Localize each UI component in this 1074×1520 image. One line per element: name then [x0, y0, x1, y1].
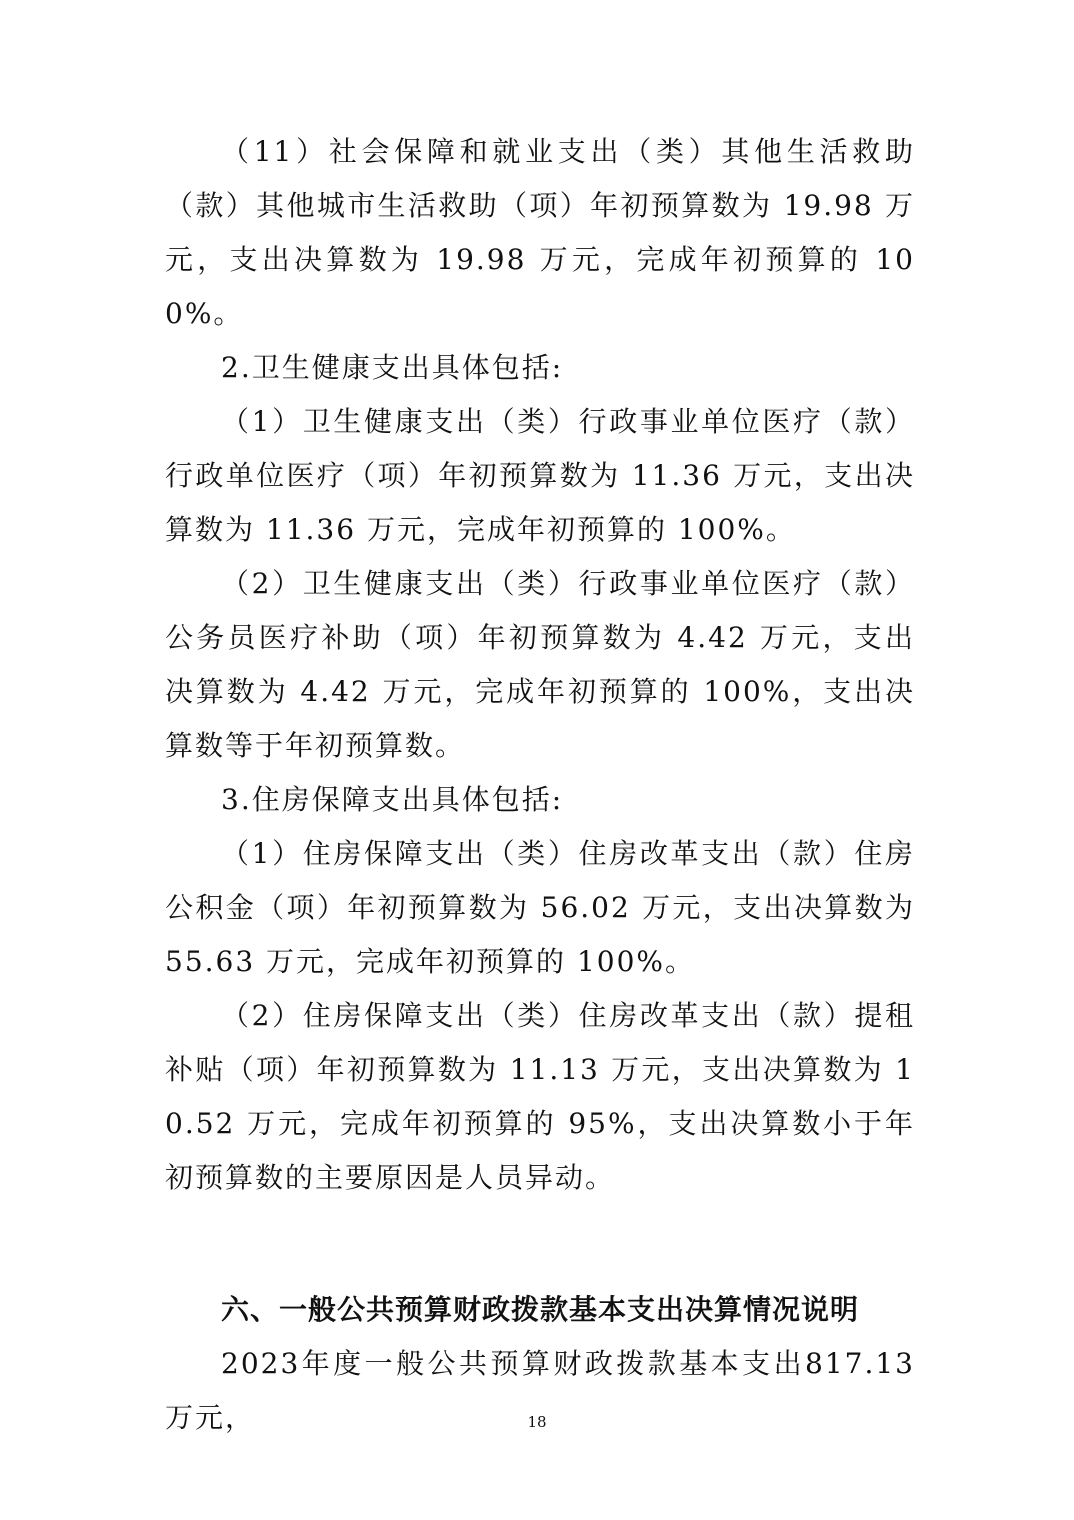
section-heading: 六、一般公共预算财政拨款基本支出决算情况说明 — [221, 1293, 860, 1326]
paragraph-housing-item-1: （1）住房保障支出（类）住房改革支出（款）住房公积金（项）年初预算数为 56.02 万元，支出决算数为 55.63 万元，完成年初预算的 100%。 — [165, 837, 915, 978]
paragraph-basic-expenditure: 2023年度一般公共预算财政拨款基本支出817.13万元， — [165, 1347, 915, 1434]
paragraph-social-security-item-11: （11）社会保障和就业支出（类）其他生活救助（款）其他城市生活救助（项）年初预算数为 19.98 万元，支出决算数为 19.98 万元，完成年初预算的 100%。 — [165, 135, 915, 330]
page-content — [165, 125, 915, 1445]
paragraph-housing-heading: 3.住房保障支出具体包括: — [221, 783, 564, 816]
section-spacer — [165, 1205, 915, 1283]
page-number: 18 — [527, 1413, 547, 1431]
paragraph-health-heading: 2.卫生健康支出具体包括: — [221, 351, 564, 384]
paragraph-health-item-2: （2）卫生健康支出（类）行政事业单位医疗（款）公务员医疗补助（项）年初预算数为 4.42 万元，支出决算数为 4.42 万元，完成年初预算的 100%，支出决算数等于年初预算数。 — [165, 567, 915, 762]
paragraph-health-item-1: （1）卫生健康支出（类）行政事业单位医疗（款）行政单位医疗（项）年初预算数为 11.36 万元，支出决算数为 11.36 万元，完成年初预算的 100%。 — [165, 405, 915, 546]
paragraph-housing-item-2: （2）住房保障支出（类）住房改革支出（款）提租补贴（项）年初预算数为 11.13 万元，支出决算数为 10.52 万元，完成年初预算的 95%，支出决算数小于年初预算数的主要原因是人员异动。 — [165, 999, 915, 1194]
